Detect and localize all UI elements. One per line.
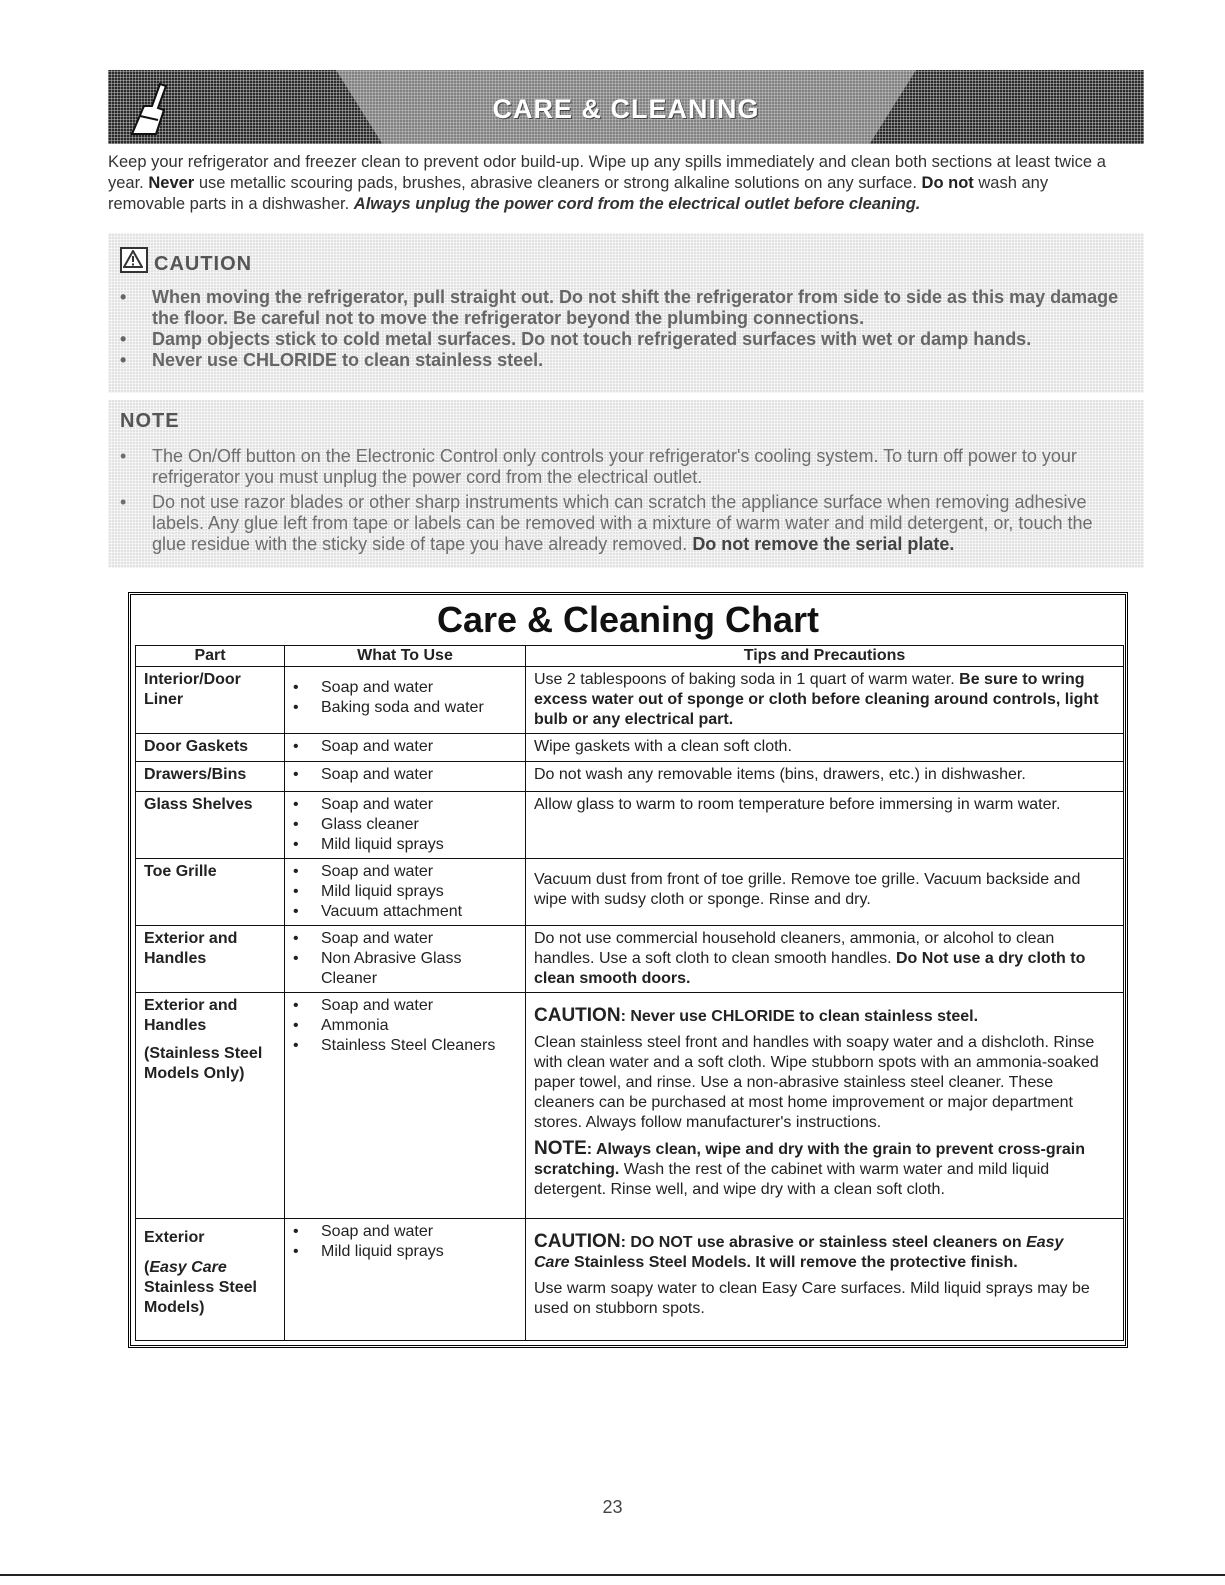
care-cleaning-table — [135, 645, 1124, 1341]
table-row — [136, 1219, 1124, 1341]
caution-item-text: When moving the refrigerator, pull straight out. Do not shift the refrigerator from side to side as this may damage the floor. Be careful not to move the refrigerator beyond the plumbing connections. — [152, 287, 1119, 328]
table-header-row — [136, 646, 1124, 667]
use-item: • Glass cleaner — [293, 815, 517, 835]
tips-text: Use 2 tablespoons of baking soda in 1 quart of warm water. — [534, 671, 960, 688]
note-box — [108, 400, 1144, 568]
part-name: Exterior — [144, 1229, 205, 1246]
bullet-icon: • — [120, 329, 127, 349]
caution-italic: Easy — [1026, 1234, 1064, 1251]
table-row — [136, 792, 1124, 859]
note-item — [118, 446, 1124, 488]
use-cell — [285, 926, 526, 993]
caution-heading — [120, 247, 252, 276]
tips-cell: Wipe gaskets with a clean soft cloth. — [526, 734, 1124, 762]
use-item: • Soap and water — [293, 795, 517, 815]
use-item: • Mild liquid sprays — [293, 835, 517, 855]
use-item: • Mild liquid sprays — [293, 882, 517, 902]
use-item: • Soap and water — [293, 929, 517, 949]
warning-icon — [120, 247, 148, 273]
bullet-icon: • — [120, 492, 127, 512]
table-row — [136, 734, 1124, 762]
intro-do-not: Do not — [921, 174, 974, 192]
caution-text: Stainless Steel Models. It will remove the protective finish. — [569, 1254, 1018, 1271]
chart-title: Care & Cleaning Chart — [436, 599, 820, 640]
part-name: Exterior and Handles — [144, 997, 238, 1034]
note-list — [118, 446, 1124, 555]
note-item — [118, 492, 1124, 555]
use-item-line: Cleaner — [321, 970, 378, 987]
table-row — [136, 667, 1124, 734]
care-cleaning-chart — [128, 592, 1128, 1348]
tips-cell — [526, 1219, 1124, 1341]
part-cell: Exterior and Handles — [136, 926, 285, 993]
intro-text-3: wash any removable parts in a dishwasher. — [108, 174, 1049, 213]
tips-cell — [526, 926, 1124, 993]
use-item: • Baking soda and water — [293, 698, 517, 718]
use-item-line: Non Abrasive Glass — [321, 950, 462, 967]
use-item: • Ammonia — [293, 1016, 517, 1036]
tips-text: Do not use commercial household cleaners, ammonia, or alcohol to clean handles. Use a soft cloth to clean smooth handles. — [534, 930, 1055, 967]
paren: ( — [144, 1259, 150, 1276]
page-number: 23 — [602, 1497, 623, 1517]
use-item: • Soap and water — [293, 996, 517, 1016]
tips-cell — [526, 859, 1124, 926]
tips-cell — [526, 993, 1124, 1219]
use-item: • Stainless Steel Cleaners — [293, 1036, 517, 1056]
note-item-text: The On/Off button on the Electronic Control only controls your refrigerator's cooling system. To turn off power to your refrigerator you must unplug the power cord from the electrical outlet. — [152, 446, 1077, 487]
table-row — [136, 926, 1124, 993]
part-cell: Drawers/Bins — [136, 762, 285, 792]
caution-list — [118, 287, 1124, 371]
banner-title: CARE & CLEANING — [492, 94, 760, 124]
tips-cell — [526, 667, 1124, 734]
part-cell — [136, 1219, 285, 1341]
stainless-instructions: Clean stainless steel front and handles with soapy water and a dishcloth. Rinse with clean water and a soft cloth. Wipe stubborn spots with an ammonia-soaked paper towel, and rinse. Use a non-abrasive stainless steel cleaner. These cleaners can be purchased at most home improvement or major department stores. Always follow manufacturer's instructions. — [534, 1034, 1099, 1131]
tips-cell: Allow glass to warm to room temperature before immersing in warm water. — [526, 792, 1124, 859]
part-qualifier: (Stainless Steel Models Only) — [144, 1045, 263, 1082]
caution-item — [118, 350, 1124, 371]
table-row — [136, 993, 1124, 1219]
use-cell — [285, 667, 526, 734]
note-serial-plate-warning: Do not remove the serial plate. — [692, 534, 955, 554]
bullet-icon: • — [120, 350, 127, 370]
part-cell: Toe Grille — [136, 859, 285, 926]
part-qualifier — [144, 1258, 276, 1318]
use-item: • Soap and water — [293, 678, 517, 698]
stainless-note — [534, 1139, 1115, 1200]
caution-item — [118, 329, 1124, 350]
bullet-icon: • — [120, 287, 127, 307]
easycare-caution — [534, 1232, 1115, 1273]
part-cell: Interior/Door Liner — [136, 667, 285, 734]
note-heading: NOTE — [120, 410, 180, 432]
intro-never: Never — [148, 174, 195, 192]
bullet-icon: • — [120, 446, 127, 466]
note-item-text: Do not use razor blades or other sharp instruments which can scratch the appliance surface when removing adhesive labels. Any glue left from tape or labels can be removed with a mixture of warm water and mild detergent, or, touch the glue residue with the sticky side of tape you have already removed. — [152, 492, 1093, 554]
caution-text: : DO NOT use abrasive or stainless steel cleaners on — [620, 1234, 1027, 1251]
tips-text: Vacuum dust from front of toe grille. Remove toe grille. Vacuum backside and wipe with sudsy cloth or sponge. Rinse and dry. — [534, 871, 1081, 908]
use-item: • Soap and water — [293, 1222, 517, 1242]
caution-item-text: Never use CHLORIDE to clean stainless steel. — [152, 350, 544, 370]
use-item: • Vacuum attachment — [293, 902, 517, 922]
easy-care-text: Easy Care — [149, 1259, 227, 1276]
caution-item-text: Damp objects stick to cold metal surfaces. Do not touch refrigerated surfaces with wet or damp hands. — [152, 329, 1032, 349]
tips-bold-text: Do Not use a dry cloth to clean smooth doors. — [534, 950, 1086, 987]
note-text: Wash the rest of the cabinet with warm water and mild liquid detergent. Rinse well, and wipe dry with a clean soft cloth. — [534, 1161, 1050, 1198]
tips-cell: Do not wash any removable items (bins, drawers, etc.) in dishwasher. — [526, 762, 1124, 792]
use-cell — [285, 859, 526, 926]
section-banner — [108, 70, 1144, 144]
note-bold-text: : Always clean, wipe and dry with the grain to prevent cross-grain scratching. — [534, 1141, 1085, 1178]
table-row — [136, 762, 1124, 792]
easycare-instructions: Use warm soapy water to clean Easy Care surfaces. Mild liquid sprays may be used on stubborn spots. — [534, 1280, 1090, 1317]
intro-paragraph — [108, 152, 1118, 215]
intro-text-2: use metallic scouring pads, brushes, abrasive cleaners or strong alkaline solutions on any surface. — [194, 174, 922, 192]
caution-text: : Never use CHLORIDE to clean stainless steel. — [620, 1008, 979, 1025]
part-qualifier-rest: Stainless Steel Models) — [144, 1279, 257, 1316]
use-cell — [285, 1219, 526, 1341]
use-cell — [285, 734, 526, 762]
use-cell — [285, 993, 526, 1219]
use-item: • Soap and water — [293, 737, 517, 757]
use-cell — [285, 792, 526, 859]
caution-item — [118, 287, 1124, 329]
table-row — [136, 859, 1124, 926]
use-item: • Soap and water — [293, 765, 517, 785]
bottom-rule — [0, 1574, 1225, 1576]
note-label: NOTE — [534, 1138, 587, 1159]
tips-bold-text: Be sure to wring excess water out of sponge or cloth before cleaning around controls, light bulb or any electrical part. — [534, 671, 1099, 728]
part-cell — [136, 993, 285, 1219]
caution-box — [108, 233, 1144, 393]
stainless-caution — [534, 1006, 1115, 1027]
header-what-to-use: What To Use — [285, 646, 526, 667]
caution-label: CAUTION — [534, 1005, 621, 1026]
intro-unplug-warning: Always unplug the power cord from the electrical outlet before cleaning. — [353, 195, 921, 213]
part-cell: Glass Shelves — [136, 792, 285, 859]
use-item — [293, 949, 517, 989]
header-tips: Tips and Precautions — [526, 646, 1124, 667]
use-item: • Mild liquid sprays — [293, 1242, 517, 1262]
use-item: • Soap and water — [293, 862, 517, 882]
caution-heading-text: CAUTION — [154, 253, 253, 275]
caution-italic: Care — [534, 1254, 570, 1271]
use-cell — [285, 762, 526, 792]
header-part: Part — [136, 646, 285, 667]
part-cell: Door Gaskets — [136, 734, 285, 762]
intro-text-1: Keep your refrigerator and freezer clean to prevent odor build-up. Wipe up any spills immediately and clean both sections at least twice a year. — [108, 153, 1106, 192]
caution-label: CAUTION — [534, 1231, 621, 1252]
